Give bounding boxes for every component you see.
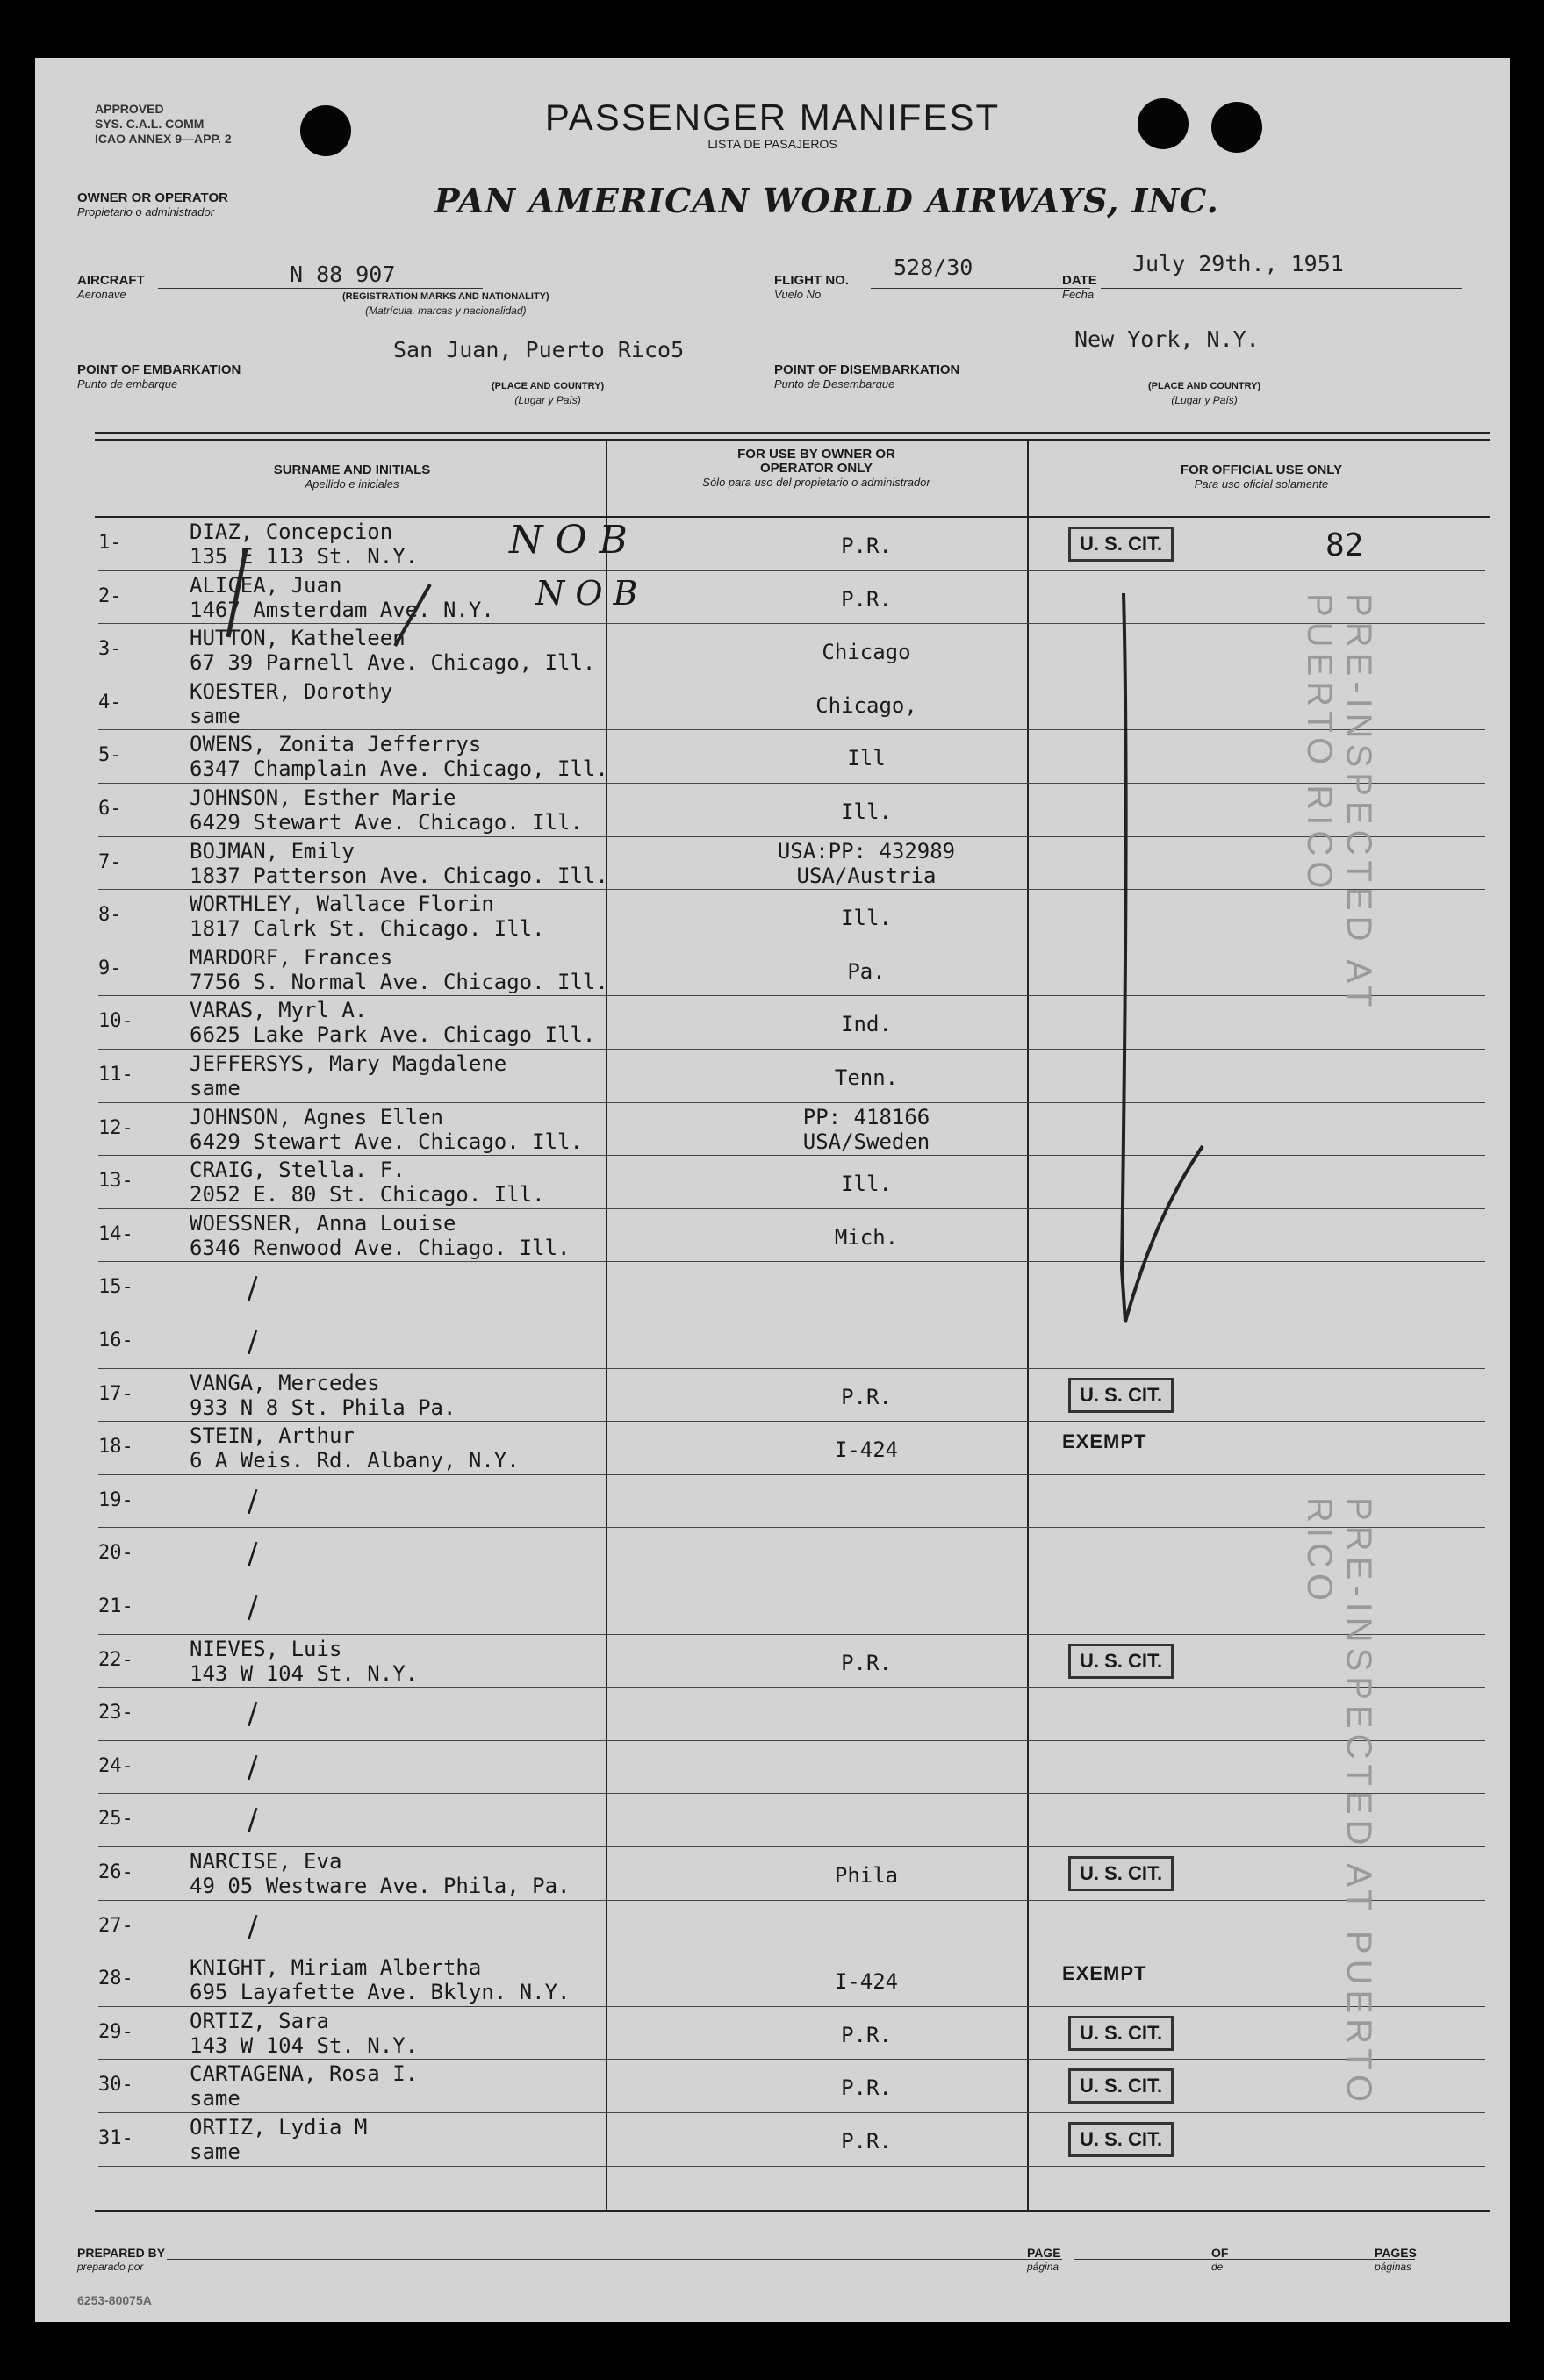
flight-value: 528/30	[894, 254, 973, 280]
passenger-name: JOHNSON, Esther Marie	[190, 785, 456, 810]
column-header-owner-use: FOR USE BY OWNER OR OPERATOR ONLY Sólo para uso del propietario o administrador	[702, 447, 930, 489]
row-number: 3-	[98, 638, 122, 661]
passenger-row	[98, 1050, 1485, 1103]
passenger-address: 7756 S. Normal Ave. Chicago. Ill.	[190, 969, 608, 994]
table-bottom-rule	[95, 2210, 1490, 2212]
us-citizen-stamp: U. S. CIT.	[1068, 1856, 1174, 1891]
passenger-row	[98, 1794, 1485, 1847]
owner-remark: Ill	[847, 746, 886, 771]
passenger-row	[98, 996, 1485, 1050]
row-number: 27-	[98, 1914, 133, 1937]
passenger-row	[98, 2007, 1485, 2061]
passenger-row	[98, 2113, 1485, 2167]
handwritten-check-mark	[1106, 584, 1211, 1339]
owner-label: OWNER OR OPERATOR Propietario o administrador	[77, 190, 228, 219]
row-number: 6-	[98, 798, 122, 820]
passenger-row	[98, 1953, 1485, 2007]
row-number: 24-	[98, 1754, 133, 1777]
owner-remark: Ind.	[841, 1012, 892, 1037]
handwritten-nob: N O B	[509, 518, 628, 563]
blank-row-slash: /	[248, 1271, 258, 1307]
passenger-name: MARDORF, Frances	[190, 944, 393, 970]
row-number: 26-	[98, 1861, 133, 1883]
owner-remark: Tenn.	[834, 1065, 899, 1090]
operator-name: PAN AMERICAN WORLD AIRWAYS, INC.	[434, 181, 1219, 220]
passenger-row	[98, 1315, 1485, 1369]
owner-remark: Mich.	[834, 1224, 899, 1250]
owner-remark: P.R.	[841, 1650, 892, 1675]
approval-line: ICAO ANNEX 9—APP. 2	[95, 132, 232, 146]
owner-remark: Chicago	[822, 640, 911, 665]
field-line	[158, 288, 483, 289]
row-number: 31-	[98, 2127, 133, 2149]
passenger-name: VANGA, Mercedes	[190, 1370, 380, 1395]
owner-remark: P.R.	[841, 2022, 892, 2047]
row-number: 11-	[98, 1064, 133, 1086]
exempt-stamp: EXEMPT	[1062, 1430, 1147, 1453]
us-citizen-stamp: U. S. CIT.	[1068, 1644, 1174, 1679]
disembark-label: POINT OF DISEMBARKATION Punto de Desembarque	[774, 362, 960, 391]
passenger-name: OWENS, Zonita Jefferrys	[190, 732, 482, 757]
passenger-address: 6429 Stewart Ave. Chicago. Ill.	[190, 810, 583, 835]
passenger-name: ORTIZ, Lydia M	[190, 2115, 368, 2140]
passenger-name: CRAIG, Stella. F.	[190, 1158, 406, 1183]
owner-remark: PP: 418166 USA/Sweden	[802, 1104, 930, 1154]
aircraft-label: AIRCRAFT Aeronave	[77, 273, 145, 301]
passenger-row	[98, 1901, 1485, 1954]
passenger-name: ALICEA, Juan	[190, 572, 342, 598]
registration-note: (REGISTRATION MARKS AND NATIONALITY) (Matrícula, marcas y nacionalidad)	[342, 291, 549, 317]
owner-remark: P.R.	[841, 586, 892, 612]
column-header-surname: SURNAME AND INITIALS Apellido e iniciales	[273, 462, 431, 491]
blank-row-slash: /	[248, 1909, 258, 1945]
table-top-rule	[95, 439, 1490, 441]
aircraft-value: N 88 907	[290, 262, 396, 287]
embark-value: San Juan, Puerto Rico5	[393, 337, 685, 362]
blank-row-slash: /	[248, 1696, 258, 1732]
passenger-name: JOHNSON, Agnes Ellen	[190, 1104, 443, 1129]
row-number: 4-	[98, 691, 122, 713]
row-number: 29-	[98, 2020, 133, 2043]
blank-row-slash: /	[248, 1749, 258, 1785]
us-citizen-stamp: U. S. CIT.	[1068, 527, 1174, 562]
passenger-address: 6347 Champlain Ave. Chicago, Ill.	[190, 756, 608, 782]
passenger-row	[98, 1156, 1485, 1209]
blank-row-slash: /	[248, 1803, 258, 1839]
passenger-address: 143 W 104 St. N.Y.	[190, 2032, 419, 2058]
blank-row-slash: /	[248, 1483, 258, 1519]
passenger-row	[98, 1475, 1485, 1529]
prepared-by-label: PREPARED BY preparado por	[77, 2246, 166, 2273]
passenger-name: WORTHLEY, Wallace Florin	[190, 892, 494, 917]
passenger-address: 1817 Calrk St. Chicago. Ill.	[190, 916, 545, 942]
passenger-name: JEFFERSYS, Mary Magdalene	[190, 1051, 507, 1076]
passenger-name: ORTIZ, Sara	[190, 2008, 329, 2033]
passenger-address: 6 A Weis. Rd. Albany, N.Y.	[190, 1448, 520, 1473]
owner-remark: Ill.	[841, 906, 892, 931]
date-label: DATE Fecha	[1062, 273, 1097, 301]
passenger-row	[98, 1369, 1485, 1423]
page-title: PASSENGER MANIFEST	[544, 97, 1001, 138]
place-note: (PLACE AND COUNTRY) (Lugar y País)	[1148, 381, 1261, 406]
handwritten-nob: N O B	[535, 574, 638, 613]
passenger-address: 933 N 8 St. Phila Pa.	[190, 1394, 456, 1420]
passenger-address: same	[190, 1076, 241, 1100]
page-subtitle: LISTA DE PASAJEROS	[707, 137, 837, 151]
disembark-value: New York, N.Y.	[1074, 326, 1260, 352]
passenger-row	[98, 1103, 1485, 1157]
passenger-name: KNIGHT, Miriam Albertha	[190, 1955, 482, 1981]
owner-remark: P.R.	[841, 2129, 892, 2154]
passenger-row	[98, 1262, 1485, 1315]
of-label: OF de	[1211, 2246, 1229, 2273]
row-number: 20-	[98, 1542, 133, 1565]
owner-remark: P.R.	[841, 534, 892, 558]
row-number: 10-	[98, 1010, 133, 1033]
us-citizen-stamp: U. S. CIT.	[1068, 2016, 1174, 2051]
passenger-name: WOESSNER, Anna Louise	[190, 1210, 456, 1236]
row-number: 15-	[98, 1276, 133, 1299]
passenger-name: KOESTER, Dorothy	[190, 678, 393, 704]
place-note: (PLACE AND COUNTRY) (Lugar y País)	[492, 381, 605, 406]
owner-remark: P.R.	[841, 2075, 892, 2101]
passenger-address: 143 W 104 St. N.Y.	[190, 1660, 419, 1686]
row-number: 12-	[98, 1116, 133, 1139]
owner-remark: Ill.	[841, 1172, 892, 1197]
passenger-row	[98, 943, 1485, 997]
passenger-row	[98, 1528, 1485, 1581]
passenger-name: STEIN, Arthur	[190, 1423, 355, 1449]
approval-line: APPROVED	[95, 102, 164, 116]
passenger-row	[98, 890, 1485, 943]
date-value: July 29th., 1951	[1132, 251, 1344, 276]
row-number: 22-	[98, 1648, 133, 1671]
row-number: 1-	[98, 532, 122, 554]
column-header-official-use: FOR OFFICIAL USE ONLY Para uso oficial solamente	[1180, 462, 1343, 491]
passenger-name: CARTAGENA, Rosa I.	[190, 2061, 419, 2087]
passenger-name: NIEVES, Luis	[190, 1636, 342, 1661]
row-number: 21-	[98, 1595, 133, 1617]
blank-row-slash: /	[248, 1324, 258, 1359]
passenger-row	[98, 677, 1485, 731]
vertical-preinspected-stamp: PRE-INSPECTED AT PUERTO RICO	[1300, 593, 1378, 1012]
passenger-address: same	[190, 2140, 241, 2164]
blank-row-slash: /	[248, 1590, 258, 1625]
owner-remark: P.R.	[841, 1384, 892, 1409]
row-number: 28-	[98, 1968, 133, 1990]
passenger-row	[98, 1688, 1485, 1741]
row-number: 8-	[98, 904, 122, 927]
us-citizen-stamp: U. S. CIT.	[1068, 2068, 1174, 2104]
passenger-name: HUTTON, Katheleen	[190, 626, 406, 651]
passenger-row	[98, 837, 1485, 891]
passenger-address: 49 05 Westware Ave. Phila, Pa.	[190, 1874, 571, 1898]
passenger-row	[98, 1635, 1485, 1688]
row-number: 16-	[98, 1330, 133, 1351]
passenger-address: 2052 E. 80 St. Chicago. Ill.	[190, 1182, 545, 1208]
table-top-rule	[95, 432, 1490, 434]
row-number: 14-	[98, 1222, 133, 1245]
passenger-row	[98, 1581, 1485, 1635]
owner-remark: I-424	[834, 1437, 899, 1463]
passenger-row	[98, 1741, 1485, 1795]
page-label: PAGE página	[1027, 2246, 1061, 2273]
row-number: 25-	[98, 1808, 133, 1831]
passenger-address: 695 Layafette Ave. Bklyn. N.Y.	[190, 1980, 571, 2005]
row-number: 5-	[98, 744, 122, 767]
passenger-row	[98, 730, 1485, 784]
passenger-address: 6625 Lake Park Ave. Chicago Ill.	[190, 1022, 596, 1048]
row-number: 9-	[98, 957, 122, 979]
passenger-row	[98, 784, 1485, 837]
owner-remark: I-424	[834, 1969, 899, 1995]
passenger-name: VARAS, Myrl A.	[190, 998, 368, 1023]
row-number: 17-	[98, 1382, 133, 1405]
passenger-address: 135 E 113 St. N.Y.	[190, 544, 419, 569]
vertical-preinspected-stamp: PRE-INSPECTED AT PUERTO RICO	[1300, 1497, 1378, 2108]
passenger-name: BOJMAN, Emily	[190, 838, 355, 864]
embark-label: POINT OF EMBARKATION Punto de embarque	[77, 362, 241, 391]
passenger-address: 6429 Stewart Ave. Chicago. Ill.	[190, 1129, 583, 1154]
passenger-row	[98, 2060, 1485, 2113]
passenger-row	[98, 1847, 1485, 1901]
passenger-address: 6346 Renwood Ave. Chiago. Ill.	[190, 1235, 571, 1260]
manifest-sheet	[35, 58, 1510, 2322]
blank-row-slash: /	[248, 1537, 258, 1573]
owner-remark: Phila	[834, 1863, 899, 1888]
row-number: 30-	[98, 2074, 133, 2097]
row-number: 2-	[98, 584, 122, 607]
field-line	[1101, 288, 1462, 289]
passenger-address: same	[190, 703, 241, 728]
passenger-count: 82	[1325, 527, 1364, 563]
passenger-address: 1467 Amsterdam Ave. N.Y.	[190, 597, 494, 622]
row-number: 23-	[98, 1702, 133, 1724]
passenger-address: 67 39 Parnell Ave. Chicago, Ill.	[190, 650, 596, 676]
approval-line: SYS. C.A.L. COMM	[95, 117, 205, 131]
row-number: 7-	[98, 850, 122, 873]
handwritten-slash	[193, 532, 474, 655]
passenger-name: DIAZ, Concepcion	[190, 520, 393, 544]
passenger-row	[98, 1209, 1485, 1263]
passenger-row	[98, 1422, 1485, 1475]
row-number: 18-	[98, 1436, 133, 1459]
owner-remark: Pa.	[847, 958, 886, 984]
passenger-address: 1837 Patterson Ave. Chicago. Ill.	[190, 863, 608, 888]
owner-remark: Chicago,	[815, 692, 917, 718]
owner-remark: USA:PP: 432989 USA/Austria	[777, 838, 956, 888]
us-citizen-stamp: U. S. CIT.	[1068, 2122, 1174, 2157]
row-number: 13-	[98, 1170, 133, 1193]
flight-label: FLIGHT NO. Vuelo No.	[774, 273, 849, 301]
exempt-stamp: EXEMPT	[1062, 1962, 1147, 1985]
pages-label: PAGES páginas	[1375, 2246, 1417, 2273]
passenger-name: NARCISE, Eva	[190, 1849, 342, 1874]
field-line	[871, 288, 1090, 289]
form-number: 6253-80075A	[77, 2293, 152, 2307]
us-citizen-stamp: U. S. CIT.	[1068, 1378, 1174, 1413]
field-line	[167, 2259, 1062, 2260]
row-number: 19-	[98, 1488, 133, 1511]
owner-remark: Ill.	[841, 799, 892, 824]
passenger-address: same	[190, 2086, 241, 2111]
